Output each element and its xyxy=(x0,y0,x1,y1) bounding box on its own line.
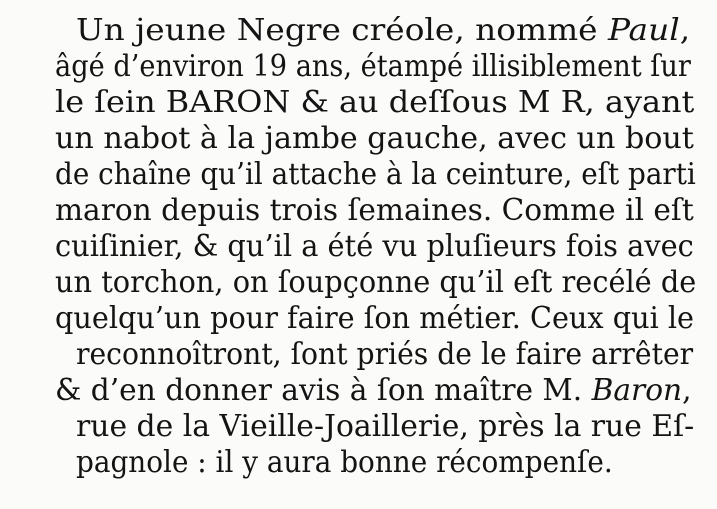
text-segment: le ſein BARON & au deſſous M R, ayant xyxy=(55,85,695,120)
text-segment: rue de la Vieille-Joaillerie, près la rue Eſ- xyxy=(76,409,695,444)
text-segment: pagnole : il y aura bonne récompenſe. xyxy=(76,445,613,480)
text-line xyxy=(55,194,694,228)
text-segment: Un jeune Negre créole, nommé xyxy=(76,13,608,48)
italic-name: Baron xyxy=(591,373,683,408)
text-segment: un torchon, on ſoupçonne qu’il eſt recélé de xyxy=(55,265,697,300)
text-line xyxy=(55,230,694,264)
text-line xyxy=(76,446,613,480)
text-line xyxy=(55,122,694,156)
text-line xyxy=(55,86,694,120)
text-line xyxy=(76,410,694,444)
text-segment: quelqu’un pour faire ſon métier. Ceux qui le xyxy=(55,301,695,336)
text-line xyxy=(55,374,692,408)
text-segment: un nabot à la jambe gauche, avec un bout xyxy=(55,121,694,156)
text-line xyxy=(76,14,690,48)
text-segment: , xyxy=(679,13,691,48)
text-line xyxy=(55,158,696,192)
text-segment: de chaîne qu’il attache à la ceinture, eſt parti xyxy=(55,157,696,192)
text-line xyxy=(55,50,691,84)
text-segment: âgé d’environ 19 ans, étampé illisiblement ſur xyxy=(55,49,691,84)
text-segment: , xyxy=(682,373,692,408)
italic-name: Paul xyxy=(607,13,680,48)
text-segment: reconnoîtront, ſont priés de le faire arrêter xyxy=(76,337,694,372)
text-segment: & d’en donner avis à ſon maître M. xyxy=(55,373,592,408)
text-segment: cuiſinier, & qu’il a été vu pluſieurs fois avec xyxy=(55,229,694,264)
text-line xyxy=(55,266,696,300)
text-segment: maron depuis trois ſemaines. Comme il eſt xyxy=(55,193,694,228)
text-line xyxy=(55,302,694,336)
text-line xyxy=(76,338,693,372)
